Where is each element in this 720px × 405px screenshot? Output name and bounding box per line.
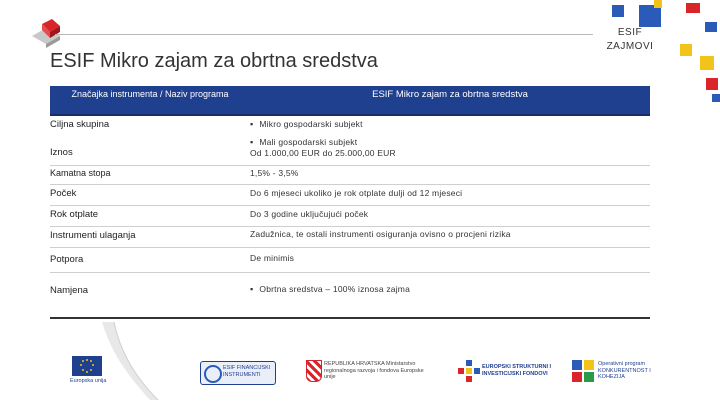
- table-row: [50, 248, 650, 273]
- row-label: Iznos: [50, 147, 73, 158]
- brand-line-1: ESIF: [617, 27, 643, 38]
- row-value: Do 3 godine uključujući poček: [250, 209, 369, 219]
- row-label: Rok otplate: [50, 209, 99, 220]
- deco-square: [612, 5, 624, 17]
- deco-square: [706, 78, 718, 90]
- row-label: Poček: [50, 188, 77, 199]
- row-value: Od 1.000,00 EUR do 25.000,00 EUR: [250, 148, 396, 158]
- op-kik-text: Operativni program KONKURENTNOST I KOHEZIJA: [598, 361, 651, 380]
- ministry-logo-text: REPUBLIKA HRVATSKA Ministarstvo regionalnoga razvoja i fondova Europske unije: [324, 361, 424, 380]
- eu-logo: [72, 356, 102, 376]
- row-value: ▪ Mikro gospodarski subjekt: [250, 119, 363, 129]
- table-row: [50, 206, 650, 227]
- column-header-program: ESIF Mikro zajam za obrtna sredstva: [372, 89, 528, 100]
- row-label: Kamatna stopa: [50, 168, 111, 178]
- row-label: Namjena: [50, 285, 89, 296]
- deco-square: [686, 3, 700, 13]
- header-rule: [55, 34, 593, 35]
- table-row: [50, 135, 650, 166]
- brand-label: [600, 26, 660, 54]
- page-title: ESIF Mikro zajam za obrtna sredstva: [50, 50, 378, 72]
- table-row: [50, 185, 650, 206]
- deco-square: [680, 44, 692, 56]
- croatia-coat-icon: [306, 360, 322, 382]
- deco-square: [712, 94, 720, 102]
- op-kik-icon: [572, 360, 594, 382]
- table-row: [50, 273, 650, 319]
- table-header: [50, 86, 650, 116]
- table-row: [50, 166, 650, 185]
- esi-funds-icon: [458, 360, 480, 382]
- row-value: Do 6 mjeseci ukoliko je rok otplate dulji od 12 mjeseci: [250, 188, 463, 198]
- deco-square: [705, 22, 717, 32]
- esif-fi-logo: [200, 361, 276, 385]
- row-value: De minimis: [250, 253, 295, 263]
- hamag-logo-icon: [28, 16, 68, 50]
- deco-square: [654, 0, 662, 8]
- row-value: Zadužnica, te ostali instrumenti osiguranja ovisno o procjeni rizika: [250, 229, 511, 239]
- esif-logo-text: ESIF FINANCIJSKI INSTRUMENTI: [223, 365, 271, 378]
- brand-line-2: ZAJMOVI: [606, 41, 654, 52]
- page-curl-decoration: [100, 322, 160, 402]
- deco-square: [639, 5, 661, 27]
- eu-stars-icon: [72, 356, 102, 376]
- eu-caption: Europska unija: [70, 378, 107, 384]
- column-header-feature: Značajka instrumenta / Naziv programa: [71, 89, 229, 99]
- row-label: Ciljna skupina: [50, 119, 110, 130]
- esif-logo-icon: [204, 365, 222, 383]
- row-label: Instrumenti ulaganja: [50, 230, 136, 241]
- row-value: 1,5% - 3,5%: [250, 168, 299, 178]
- row-label: Potpora: [50, 254, 84, 265]
- esi-funds-text: EUROPSKI STRUKTURNI I INVESTICIJSKI FONDOVI: [482, 364, 552, 377]
- row-value: ▪ Obrtna sredstva – 100% iznosa zajma: [250, 284, 410, 294]
- deco-square: [700, 56, 714, 70]
- row-value: ▪ Mali gospodarski subjekt: [250, 137, 357, 147]
- table-row: [50, 227, 650, 248]
